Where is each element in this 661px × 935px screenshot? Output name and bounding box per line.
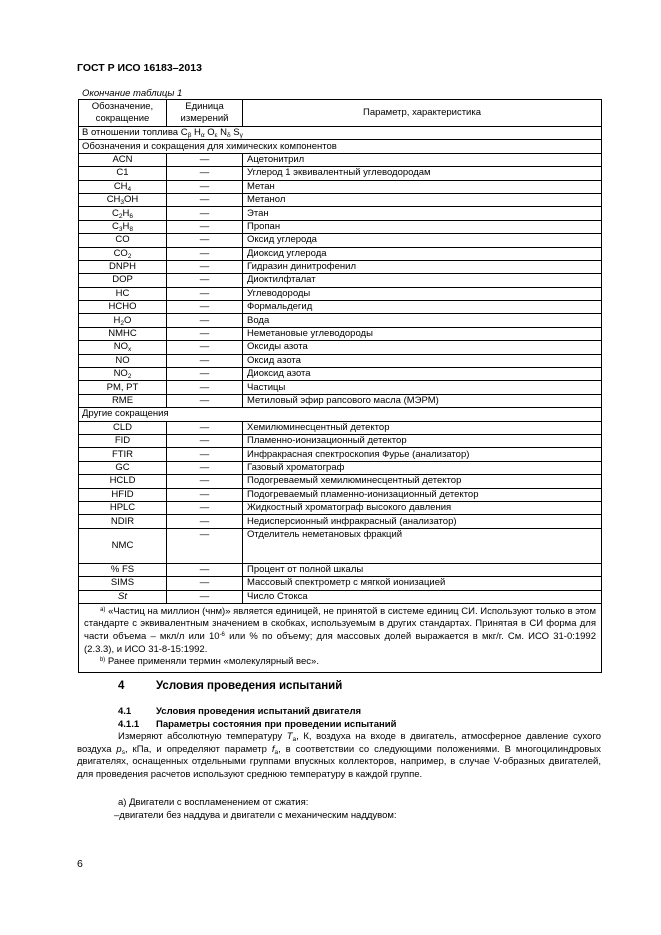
description-cell: Число Стокса (243, 590, 602, 603)
table-header-row (79, 100, 602, 127)
abbr-cell: C1 (79, 167, 167, 180)
unit-cell: — (167, 577, 243, 590)
description-cell: Подогреваемый пламенно-ионизационный детектор (243, 488, 602, 501)
table-row (79, 421, 602, 434)
unit-cell: — (167, 234, 243, 247)
description-cell: Гидразин динитрофенил (243, 260, 602, 273)
subsection-heading: 4.1 Условия проведения испытаний двигателя (118, 706, 362, 717)
list-item-a: а) Двигатели с воспламенением от сжатия: (118, 797, 309, 808)
unit-cell: — (167, 247, 243, 260)
section-row-other: Другие сокращения (79, 408, 602, 421)
table-row (79, 234, 602, 247)
unit-cell: — (167, 515, 243, 528)
description-cell: Метан (243, 180, 602, 193)
table-row (79, 180, 602, 193)
abbr-cell: NMC (79, 528, 167, 563)
abbr-cell: $C_3H_8$ (79, 220, 167, 233)
abbr-cell: DNPH (79, 260, 167, 273)
table-row (79, 167, 602, 180)
description-cell: Неметановые углеводороды (243, 327, 602, 340)
unit-cell: — (167, 193, 243, 206)
abbr-cell: $CO_2$ (79, 247, 167, 260)
description-cell: Частицы (243, 381, 602, 394)
abbr-cell: $CH_3OH$ (79, 193, 167, 206)
description-cell: Массовый спектрометр с мягкой ионизацией (243, 577, 602, 590)
abbr-cell: $NO_x$ (79, 341, 167, 354)
section-heading: 4 Условия проведения испытаний (118, 680, 343, 692)
description-cell: Пропан (243, 220, 602, 233)
unit-cell: — (167, 421, 243, 434)
note-a: $^{a)}$ «Частиц на миллион (чнм)» является единицей, не принятой в системе единиц СИ. Используют только в этом стандарте с эквивалентным значением в скобках, используемым в других стандартах. Принятая в СИ форма для части объема – мкл/л или $10^{-6}$ или % по объему; для массовых долей выражается в мкг/г. См. ИСО 31-0:1992 (2.3.3), и ИСО 31-8-15:1992. (84, 605, 596, 655)
unit-cell: — (167, 488, 243, 501)
abbr-cell: GC (79, 461, 167, 474)
table-row (79, 327, 602, 340)
table-row (79, 287, 602, 300)
subsubsection-heading: 4.1.1 Параметры состояния при проведении испытаний (118, 719, 397, 730)
description-cell: Хемилюминесцентный детектор (243, 421, 602, 434)
table-row (79, 247, 602, 260)
description-cell: Диоксид углерода (243, 247, 602, 260)
abbr-cell: NO (79, 354, 167, 367)
abbr-cell: HCLD (79, 475, 167, 488)
abbr-cell: NDIR (79, 515, 167, 528)
table-row (79, 207, 602, 220)
abbr-cell: $CH_4$ (79, 180, 167, 193)
table-row (79, 475, 602, 488)
unit-cell: — (167, 501, 243, 514)
abbr-cell: HFID (79, 488, 167, 501)
description-cell: Формальдегид (243, 301, 602, 314)
unit-cell: — (167, 327, 243, 340)
abbr-cell: SIMS (79, 577, 167, 590)
unit-cell: — (167, 220, 243, 233)
unit-cell: — (167, 301, 243, 314)
unit-cell: — (167, 167, 243, 180)
abbr-cell: PM, PT (79, 381, 167, 394)
description-cell: Углеводороды (243, 287, 602, 300)
abbr-cell: $H_2O$ (79, 314, 167, 327)
abbr-cell: CLD (79, 421, 167, 434)
abbr-cell: St (79, 590, 167, 603)
unit-cell: — (167, 448, 243, 461)
table-row (79, 577, 602, 590)
unit-cell: — (167, 394, 243, 407)
unit-cell: — (167, 461, 243, 474)
abbr-cell: CO (79, 234, 167, 247)
table-row (79, 260, 602, 273)
description-cell: Пламенно-ионизационный детектор (243, 434, 602, 447)
unit-cell: — (167, 287, 243, 300)
unit-cell: — (167, 180, 243, 193)
table-row (79, 488, 602, 501)
unit-cell: — (167, 354, 243, 367)
unit-cell: — (167, 434, 243, 447)
table-notes (79, 603, 602, 672)
table-row (79, 394, 602, 407)
table-row (79, 274, 602, 287)
description-cell: Жидкостный хроматограф высокого давления (243, 501, 602, 514)
abbr-cell: NMHC (79, 327, 167, 340)
table-row (79, 448, 602, 461)
description-cell: Недисперсионный инфракрасный (анализатор) (243, 515, 602, 528)
table-row (79, 153, 602, 166)
abbr-cell: % FS (79, 563, 167, 576)
abbreviations-table (78, 99, 602, 673)
table-row (79, 501, 602, 514)
description-cell: Диоксид азота (243, 368, 602, 381)
unit-cell: — (167, 274, 243, 287)
unit-cell: — (167, 314, 243, 327)
table-row (79, 434, 602, 447)
table-row (79, 461, 602, 474)
description-cell: Этан (243, 207, 602, 220)
section-row-chem: Обозначения и сокращения для химических компонентов (79, 140, 602, 153)
description-cell: Оксид азота (243, 354, 602, 367)
chem-rows (79, 153, 602, 407)
table-row (79, 368, 602, 381)
unit-cell: — (167, 207, 243, 220)
description-cell: Метанол (243, 193, 602, 206)
document-header: ГОСТ Р ИСО 16183–2013 (77, 62, 202, 74)
note-b: $^{b)}$ Ранее применяли термин «молекулярный вес». (99, 656, 319, 668)
description-cell: Отделитель неметановых фракций (243, 528, 602, 563)
col-header-param: Параметр, характеристика (243, 100, 602, 127)
description-cell: Диоктилфталат (243, 274, 602, 287)
description-cell: Оксид углерода (243, 234, 602, 247)
table-row (79, 301, 602, 314)
abbr-cell: RME (79, 394, 167, 407)
table-row (79, 528, 602, 563)
table-row (79, 563, 602, 576)
notes-row (79, 603, 602, 672)
description-cell: Вода (243, 314, 602, 327)
unit-cell: — (167, 563, 243, 576)
unit-cell: — (167, 260, 243, 273)
unit-cell: — (167, 475, 243, 488)
other-rows (79, 421, 602, 603)
abbr-cell: ACN (79, 153, 167, 166)
abbr-cell: FID (79, 434, 167, 447)
abbr-cell: FTIR (79, 448, 167, 461)
description-cell: Метиловый эфир рапсового масла (МЭРМ) (243, 394, 602, 407)
table-row (79, 354, 602, 367)
table-row (79, 381, 602, 394)
table-row (79, 220, 602, 233)
abbr-cell: $NO_2$ (79, 368, 167, 381)
col-header-unit: Единица измерений (167, 100, 243, 127)
unit-cell: — (167, 590, 243, 603)
unit-cell: — (167, 381, 243, 394)
list-item-dash: –двигатели без наддува и двигатели с механическим наддувом: (114, 810, 397, 821)
abbr-cell: HCHO (79, 301, 167, 314)
abbr-cell: HPLC (79, 501, 167, 514)
col-header-abbr: Обозначение, сокращение (79, 100, 167, 127)
abbr-cell: DOP (79, 274, 167, 287)
description-cell: Углерод 1 эквивалентный углеводородам (243, 167, 602, 180)
unit-cell: — (167, 368, 243, 381)
description-cell: Инфракрасная спектроскопия Фурье (анализатор) (243, 448, 602, 461)
table-caption: Окончание таблицы 1 (82, 88, 183, 99)
description-cell: Подогреваемый хемилюминесцентный детектор (243, 475, 602, 488)
table-row (79, 515, 602, 528)
unit-cell: — (167, 153, 243, 166)
table-row (79, 193, 602, 206)
description-cell: Газовый хроматограф (243, 461, 602, 474)
abbr-cell: HC (79, 287, 167, 300)
table-row (79, 314, 602, 327)
description-cell: Оксиды азота (243, 341, 602, 354)
description-cell: Ацетонитрил (243, 153, 602, 166)
fuel-formula: В отношении топлива $C_\beta$ $H_\alpha$ $O_\varepsilon$ $N_\delta$ $S_\gamma$ (79, 127, 602, 140)
page-number: 6 (77, 858, 83, 870)
table-row (79, 590, 602, 603)
body-paragraph: Измеряют абсолютную температуру $T_a$, К, воздуха на входе в двигатель, атмосферное давление сухого воздуха $p_s$, кПа, и определяют параметр $f_a$, в соответствии со следующими положениями. В многоцилиндровых двигателях, оснащенных отдельными группами впускных коллекторов, например, в случае V-образных двигателей, для проведения расчетов используют среднюю температуру в каждой группе. (77, 731, 602, 780)
description-cell: Процент от полной шкалы (243, 563, 602, 576)
unit-cell: — (167, 528, 243, 563)
table-row (79, 341, 602, 354)
unit-cell: — (167, 341, 243, 354)
fuel-row (79, 127, 602, 140)
abbr-cell: $C_2H_6$ (79, 207, 167, 220)
